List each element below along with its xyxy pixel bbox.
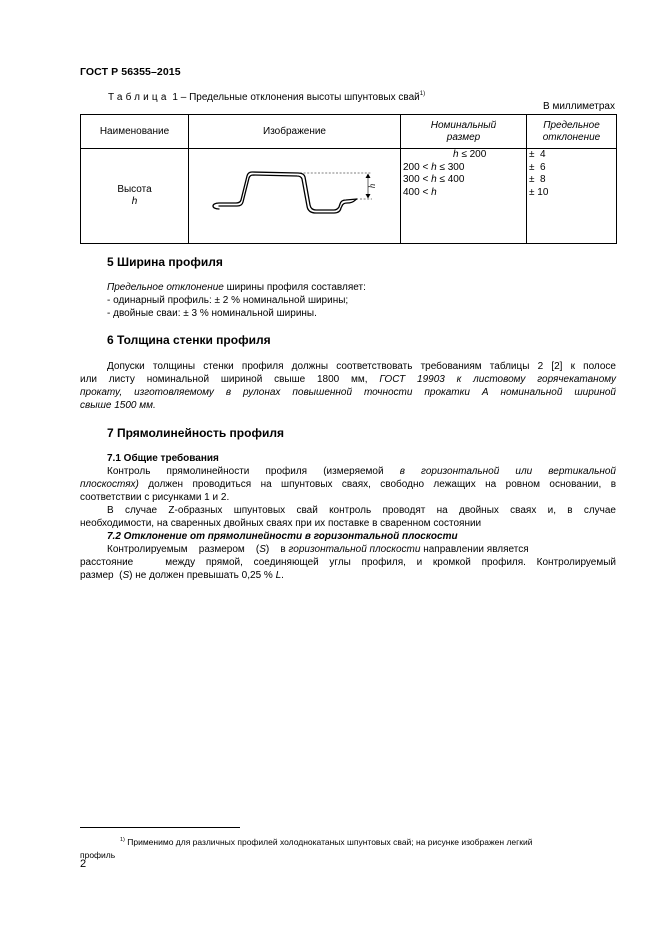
table-units: В миллиметрах bbox=[543, 101, 615, 112]
table-caption bbox=[108, 91, 425, 103]
list-item: - одинарный профиль: ± 2 % номинальной ширины; bbox=[107, 295, 349, 306]
row-name-cell bbox=[81, 149, 189, 244]
paragraph-line: соответствии с рисунками 1 и 2. bbox=[80, 492, 230, 503]
row-name-symbol: h bbox=[131, 196, 138, 207]
table-caption-word: Таблица bbox=[108, 92, 170, 103]
paragraph-line: или листу номинальной шириной свыше 1800 мм, ГОСТ 19903 к листовому горячекатаному bbox=[80, 374, 616, 385]
footnote-line: профиль bbox=[80, 850, 116, 860]
col-header-tolerance bbox=[527, 115, 617, 149]
section-6-title: 6 Толщина стенки профиля bbox=[107, 333, 271, 347]
table-row bbox=[81, 149, 617, 244]
footnote-ref: 1) bbox=[419, 91, 426, 97]
table-header-row bbox=[81, 115, 617, 149]
paragraph-line: свыше 1500 мм. bbox=[80, 400, 156, 411]
section-5-title: 5 Ширина профиля bbox=[107, 255, 223, 269]
subsection-7-1-title: 7.1 Общие требования bbox=[107, 453, 219, 464]
profile-outline-outer bbox=[213, 172, 357, 210]
row-name: Высота bbox=[117, 184, 152, 195]
footnote-separator bbox=[80, 827, 240, 828]
paragraph-line: Контроль прямолинейности профиля (измеряемой в горизонтальной или вертикальной bbox=[107, 466, 616, 477]
col-header-nominal-line1: Номинальный bbox=[430, 119, 497, 131]
paragraph-line: Допуски толщины стенки профиля должны соответствовать требованиям таблицы 2 [2] к полосе bbox=[107, 361, 616, 372]
col-header-name: Наименование bbox=[81, 115, 189, 149]
col-header-tolerance-line1: Предельное bbox=[543, 119, 600, 131]
paragraph-line: размер (S) не должен превышать 0,25 % L. bbox=[80, 570, 284, 581]
subsection-7-2-title: 7.2 Отклонение от прямолинейности в горизонтальной плоскости bbox=[107, 531, 458, 542]
paragraph-line: В случае Z-образных шпунтовых свай контроль проводят на двойных сваях и, в случае bbox=[107, 505, 616, 516]
section-5-body bbox=[80, 281, 616, 320]
profile-outline-inner bbox=[219, 175, 357, 213]
profile-image-cell bbox=[189, 149, 401, 244]
tolerance-value: ± 6 bbox=[529, 161, 546, 173]
footnote bbox=[80, 834, 616, 862]
section-7-title: 7 Прямолинейность профиля bbox=[107, 426, 284, 440]
col-header-nominal-line2: размер bbox=[446, 131, 481, 143]
nominal-value: 200 < h ≤ 300 bbox=[403, 161, 465, 173]
footnote-line: $^{1)}$ Применимо для различных профилей холоднокатаных шпунтовых свай; на рисунке изображен легкий bbox=[120, 837, 533, 847]
table-caption-text: – Предельные отклонения высоты шпунтовых свай bbox=[177, 92, 420, 103]
sheet-pile-profile-drawing bbox=[189, 149, 401, 240]
paragraph-line: Предельное отклонение ширины профиля составляет: bbox=[107, 282, 366, 293]
paragraph-line: Контролируемым размером (S) в горизонтальной плоскости направлении является bbox=[107, 544, 529, 555]
tolerance-value: ± 10 bbox=[529, 186, 549, 198]
col-header-nominal bbox=[401, 115, 527, 149]
col-header-image: Изображение bbox=[189, 115, 401, 149]
tolerance-value: ± 8 bbox=[529, 174, 546, 186]
tolerance-value: ± 4 bbox=[529, 149, 546, 160]
document-code: ГОСТ Р 56355–2015 bbox=[80, 66, 181, 78]
nominal-value: 400 < h bbox=[403, 186, 437, 198]
section-6-body bbox=[80, 360, 616, 412]
paragraph-line: необходимости, на сваренных двойных сваях при их поставке в сваренном состоянии bbox=[80, 518, 482, 529]
page-number: 2 bbox=[80, 858, 87, 870]
paragraph-line: расстояние между прямой, соединяющей углы профиля, и кромкой профиля. Контролируемый bbox=[80, 557, 616, 568]
nominal-size-cell bbox=[401, 149, 527, 244]
paragraph-line: прокату, изготовляемому в рулонах повышенной точности прокатки А номинальной шириной bbox=[80, 387, 616, 398]
deviation-table bbox=[80, 114, 617, 244]
height-label: h bbox=[367, 183, 377, 189]
paragraph-line: плоскостях) должен проводиться на шпунтовых сваях, свободно лежащих на ровном основании, в bbox=[80, 479, 617, 490]
table-caption-number: 1 bbox=[172, 92, 178, 103]
nominal-value: h ≤ 200 bbox=[453, 149, 487, 160]
nominal-value: 300 < h ≤ 400 bbox=[403, 174, 465, 186]
list-item: - двойные сваи: ± 3 % номинальной ширины. bbox=[107, 308, 317, 319]
section-7-body bbox=[80, 452, 616, 582]
tolerance-cell bbox=[527, 149, 617, 244]
col-header-tolerance-line2: отклонение bbox=[542, 131, 601, 143]
